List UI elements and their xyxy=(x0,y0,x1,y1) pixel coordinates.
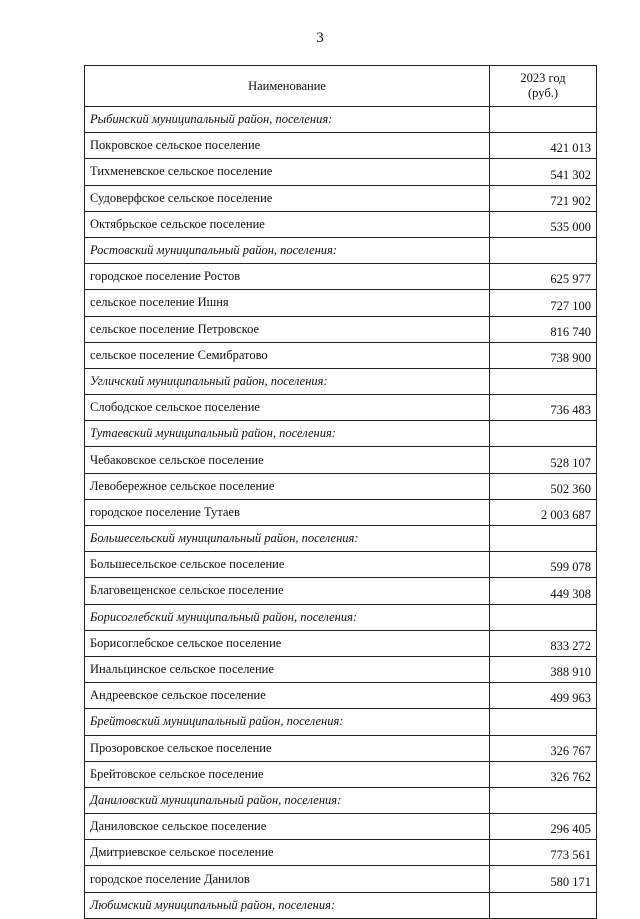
table-row xyxy=(85,159,597,185)
table-row xyxy=(85,630,597,656)
district-header-row xyxy=(85,787,597,813)
settlement-name: Покровское сельское поселение xyxy=(85,133,490,159)
district-name: Рыбинский муниципальный район, поселения: xyxy=(85,107,490,133)
settlement-name: городское поселение Данилов xyxy=(85,866,490,892)
table-row xyxy=(85,211,597,237)
amount-cell: 296 405 xyxy=(490,814,597,840)
table-row xyxy=(85,473,597,499)
table-row xyxy=(85,185,597,211)
settlement-name: Дмитриевское сельское поселение xyxy=(85,840,490,866)
amount-cell: 326 762 xyxy=(490,761,597,787)
header-value-year: 2023 год xyxy=(520,71,566,85)
settlement-name: Большесельское сельское поселение xyxy=(85,552,490,578)
header-name: Наименование xyxy=(85,66,490,107)
amount-cell: 599 078 xyxy=(490,552,597,578)
amount-cell xyxy=(490,421,597,447)
amount-cell: 738 900 xyxy=(490,342,597,368)
amount-cell xyxy=(490,237,597,263)
district-header-row xyxy=(85,526,597,552)
amount-cell xyxy=(490,107,597,133)
table-row xyxy=(85,133,597,159)
page-number: 3 xyxy=(316,30,324,46)
header-value-unit: (руб.) xyxy=(528,86,558,100)
settlement-name: Октябрьское сельское поселение xyxy=(85,211,490,237)
district-header-row xyxy=(85,237,597,263)
table-row xyxy=(85,499,597,525)
amount-cell xyxy=(490,526,597,552)
settlement-name: сельское поселение Петровское xyxy=(85,316,490,342)
amount-cell: 727 100 xyxy=(490,290,597,316)
settlement-name: Левобережное сельское поселение xyxy=(85,473,490,499)
amount-cell: 449 308 xyxy=(490,578,597,604)
table-row xyxy=(85,683,597,709)
settlement-name: Чебаковское сельское поселение xyxy=(85,447,490,473)
district-header-row xyxy=(85,709,597,735)
amount-cell: 736 483 xyxy=(490,395,597,421)
settlement-name: Благовещенское сельское поселение xyxy=(85,578,490,604)
settlement-name: городское поселение Тутаев xyxy=(85,499,490,525)
amount-cell: 721 902 xyxy=(490,185,597,211)
district-name: Даниловский муниципальный район, поселения: xyxy=(85,787,490,813)
amount-cell: 326 767 xyxy=(490,735,597,761)
table-row xyxy=(85,447,597,473)
settlement-name: сельское поселение Семибратово xyxy=(85,342,490,368)
table-row xyxy=(85,395,597,421)
settlement-name: городское поселение Ростов xyxy=(85,264,490,290)
settlement-name: Борисоглебское сельское поселение xyxy=(85,630,490,656)
amount-cell xyxy=(490,709,597,735)
amount-cell: 2 003 687 xyxy=(490,499,597,525)
settlement-name: Тихменевское сельское поселение xyxy=(85,159,490,185)
district-name: Большесельский муниципальный район, поселения: xyxy=(85,526,490,552)
amount-cell: 541 302 xyxy=(490,159,597,185)
table-row xyxy=(85,735,597,761)
amount-cell: 528 107 xyxy=(490,447,597,473)
settlement-name: Даниловское сельское поселение xyxy=(85,814,490,840)
allocation-table xyxy=(84,65,597,919)
table-row xyxy=(85,656,597,682)
settlement-name: Слободское сельское поселение xyxy=(85,395,490,421)
district-name: Ростовский муниципальный район, поселения: xyxy=(85,237,490,263)
district-header-row xyxy=(85,604,597,630)
amount-cell: 816 740 xyxy=(490,316,597,342)
amount-cell xyxy=(490,787,597,813)
table-body xyxy=(85,107,597,919)
table-row xyxy=(85,290,597,316)
district-header-row xyxy=(85,368,597,394)
settlement-name: сельское поселение Ишня xyxy=(85,290,490,316)
settlement-name: Судоверфское сельское поселение xyxy=(85,185,490,211)
settlement-name: Андреевское сельское поселение xyxy=(85,683,490,709)
district-name: Тутаевский муниципальный район, поселения: xyxy=(85,421,490,447)
district-name: Любимский муниципальный район, поселения: xyxy=(85,892,490,918)
district-header-row xyxy=(85,421,597,447)
district-name: Борисоглебский муниципальный район, поселения: xyxy=(85,604,490,630)
table-row xyxy=(85,316,597,342)
amount-cell xyxy=(490,368,597,394)
header-value xyxy=(490,66,597,107)
amount-cell: 833 272 xyxy=(490,630,597,656)
amount-cell xyxy=(490,604,597,630)
district-name: Брейтовский муниципальный район, поселения: xyxy=(85,709,490,735)
amount-cell: 499 963 xyxy=(490,683,597,709)
table-row xyxy=(85,578,597,604)
amount-cell: 388 910 xyxy=(490,656,597,682)
table-row xyxy=(85,761,597,787)
table-row xyxy=(85,342,597,368)
table-row xyxy=(85,814,597,840)
district-header-row xyxy=(85,107,597,133)
amount-cell: 580 171 xyxy=(490,866,597,892)
settlement-name: Брейтовское сельское поселение xyxy=(85,761,490,787)
settlement-name: Прозоровское сельское поселение xyxy=(85,735,490,761)
table-row xyxy=(85,866,597,892)
district-name: Угличский муниципальный район, поселения: xyxy=(85,368,490,394)
table-row xyxy=(85,552,597,578)
settlement-name: Инальцинское сельское поселение xyxy=(85,656,490,682)
table-row xyxy=(85,840,597,866)
amount-cell: 502 360 xyxy=(490,473,597,499)
table-header-row xyxy=(85,66,597,107)
amount-cell: 773 561 xyxy=(490,840,597,866)
amount-cell xyxy=(490,892,597,918)
district-header-row xyxy=(85,892,597,918)
table-row xyxy=(85,264,597,290)
amount-cell: 421 013 xyxy=(490,133,597,159)
amount-cell: 535 000 xyxy=(490,211,597,237)
amount-cell: 625 977 xyxy=(490,264,597,290)
